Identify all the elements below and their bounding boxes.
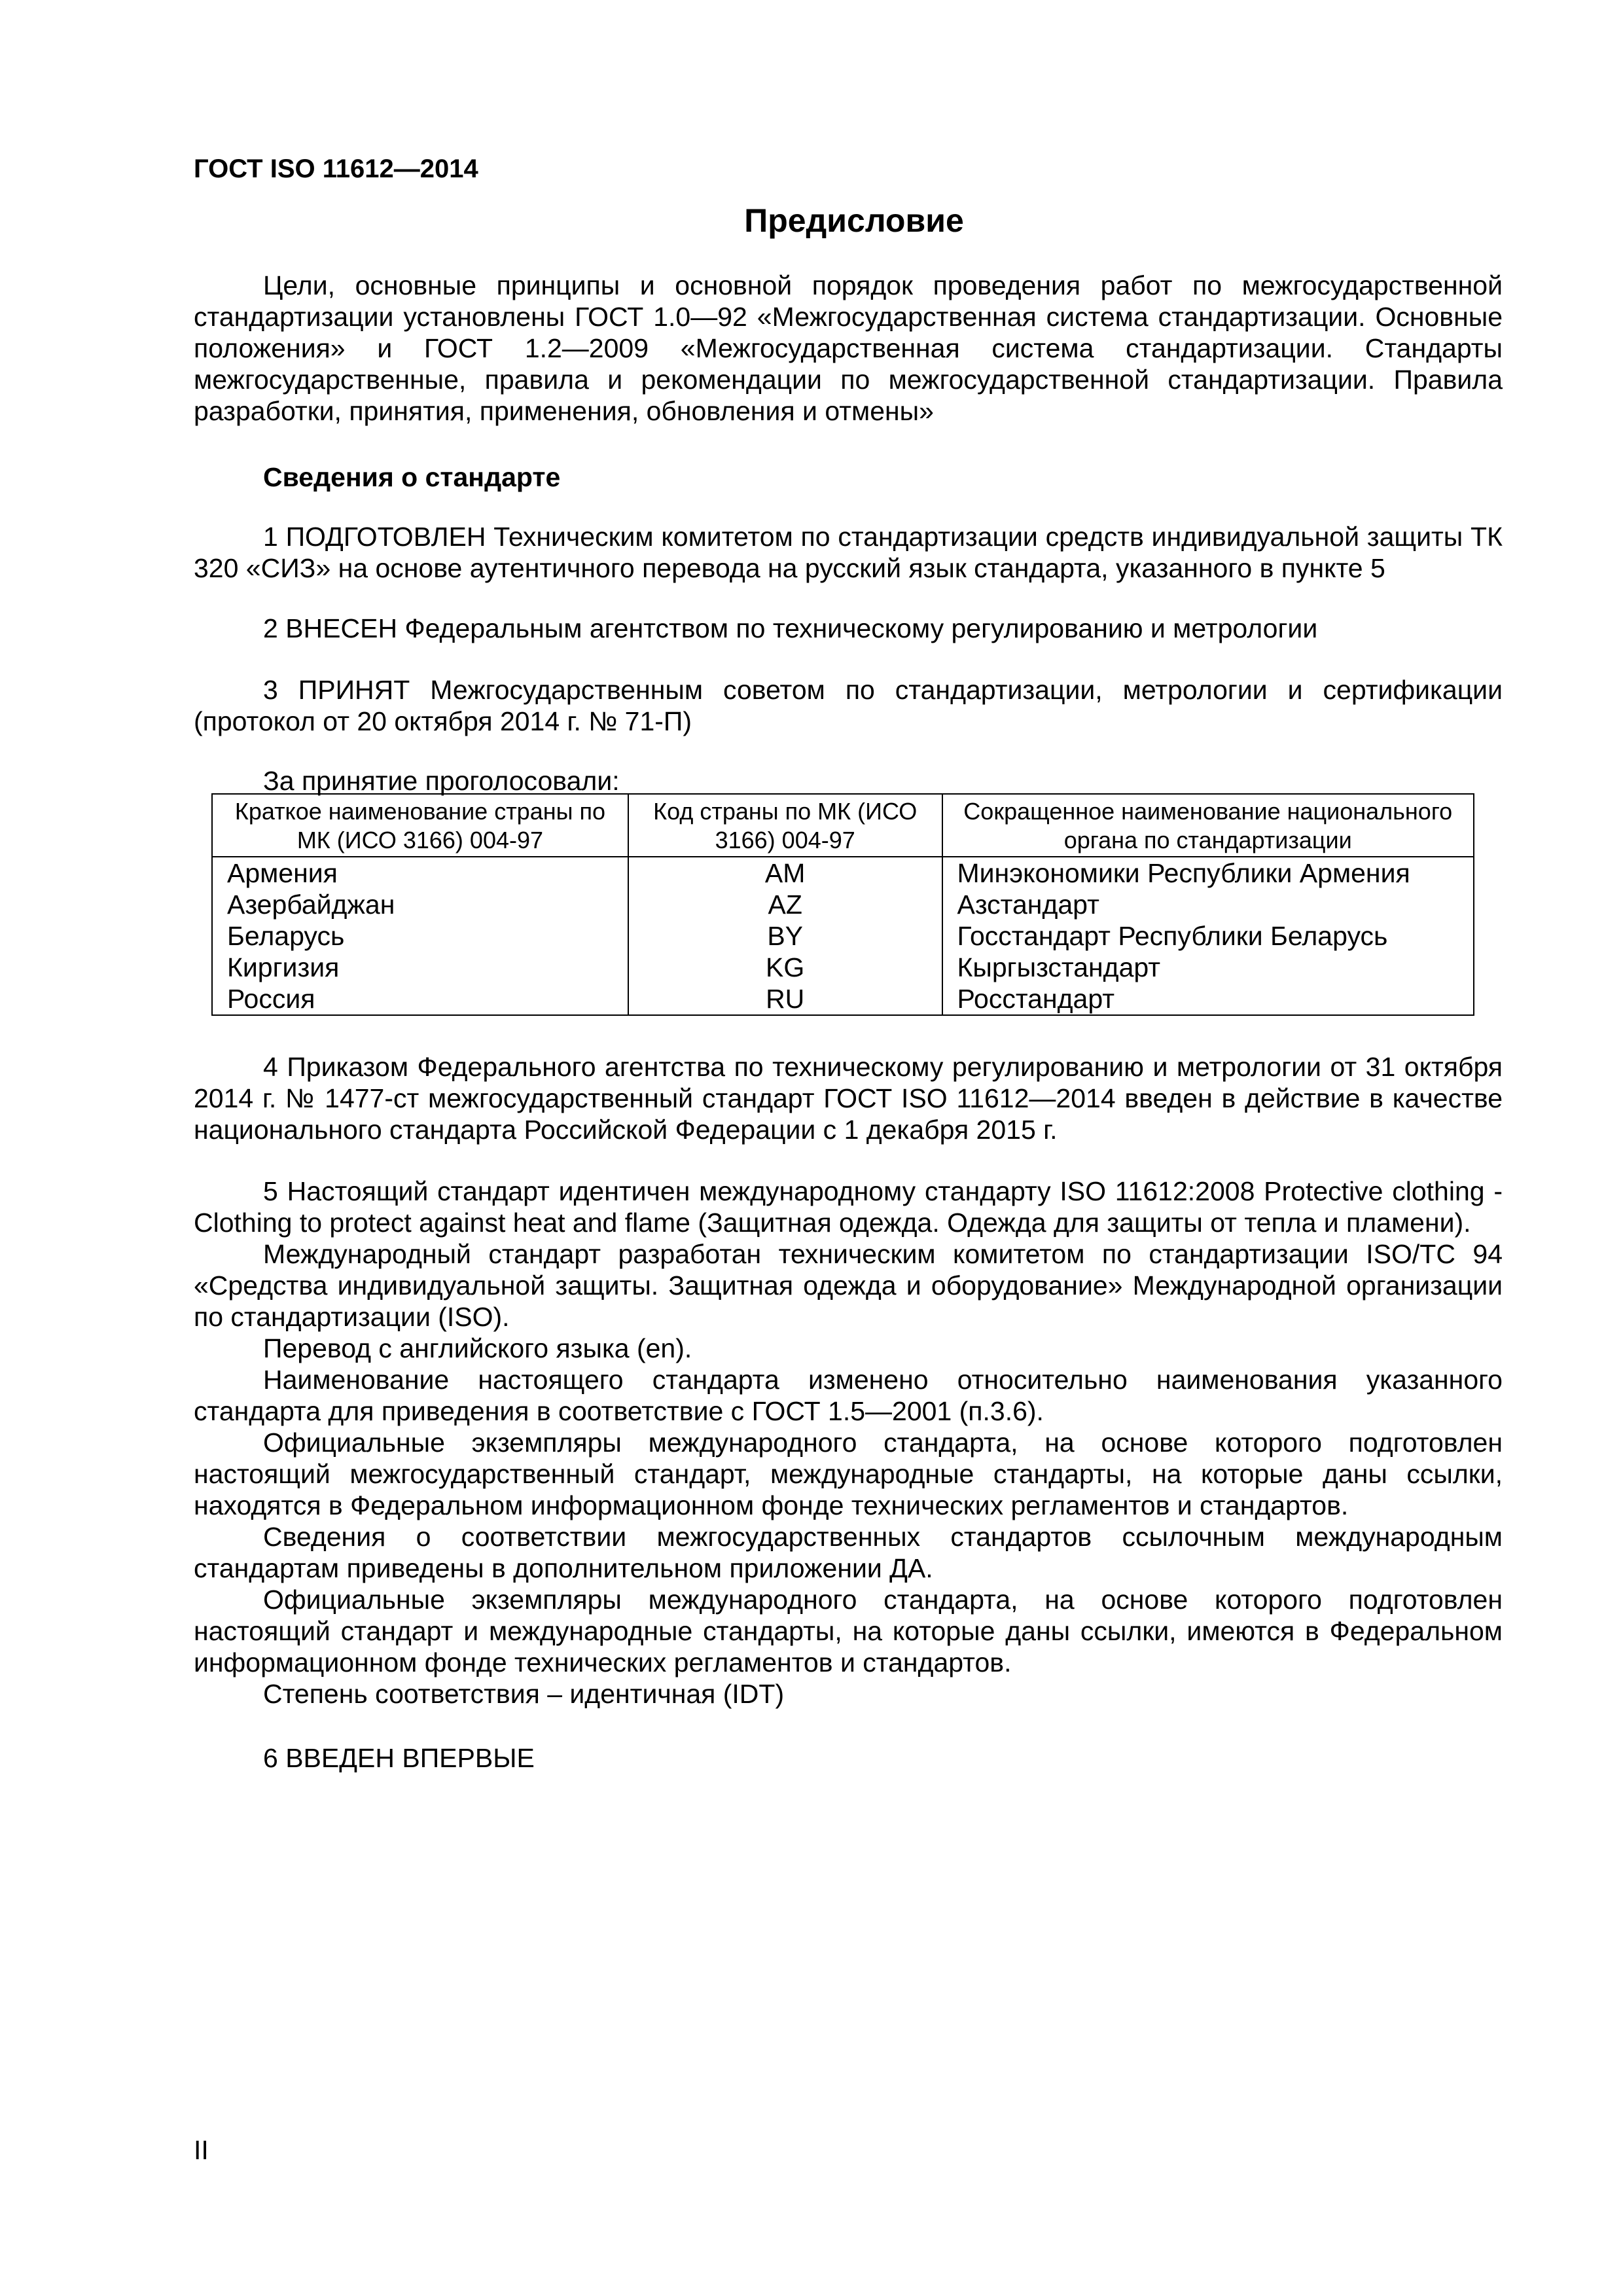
table-cell-code: AM xyxy=(628,857,942,889)
document-code: ГОСТ ISO 11612—2014 xyxy=(194,154,478,183)
table-header-body: Сокращенное наименование национального органа по стандартизации xyxy=(942,794,1474,857)
table-cell-country: Беларусь xyxy=(212,920,628,952)
table-header-row xyxy=(212,794,1474,857)
item-5-translation-paragraph: Перевод с английского языка (en). xyxy=(263,1333,692,1363)
table-cell-body: Росстандарт xyxy=(942,983,1474,1015)
item-5-paragraph: 5 Настоящий стандарт идентичен международному стандарту ISO 11612:2008 Protective clothing - Clothing to protect against heat and flame (Защитная одежда. Одежда для защиты от тепла и пламени). xyxy=(194,1176,1503,1238)
item-5-correspondence-paragraph: Сведения о соответствии межгосударственных стандартов ссылочным международным стандартам приведены в дополнительном приложении ДА. xyxy=(194,1522,1503,1583)
item-4-paragraph: 4 Приказом Федерального агентства по техническому регулированию и метрологии от 31 октября 2014 г. № 1477-ст межгосударственный стандарт ГОСТ ISO 11612—2014 введен в действие в качестве национального стандарта Российской Федерации с 1 декабря 2015 г. xyxy=(194,1052,1503,1145)
item-3-paragraph: 3 ПРИНЯТ Межгосударственным советом по стандартизации, метрологии и сертификации (протокол от 20 октября 2014 г. № 71-П) xyxy=(194,675,1503,736)
table-cell-code: BY xyxy=(628,920,942,952)
table-cell-country: Армения xyxy=(212,857,628,889)
item-5-copies-paragraph: Официальные экземпляры международного стандарта, на основе которого подготовлен настоящий межгосударственный стандарт, международные стандарты, на которые даны ссылки, находятся в Федеральном информационном фонде технических регламентов и стандартов. xyxy=(194,1427,1503,1520)
table-row xyxy=(212,983,1474,1015)
table-cell-country: Киргизия xyxy=(212,952,628,983)
member-countries-table xyxy=(211,793,1474,1016)
item-5-tc-paragraph: Международный стандарт разработан техническим комитетом по стандартизации ISO/TC 94 «Средства индивидуальной защиты. Защитная одежда и оборудование» Международной организации по стандартизации (ISO). xyxy=(194,1239,1503,1332)
vote-label: За принятие проголосовали: xyxy=(263,766,620,796)
table-row xyxy=(212,920,1474,952)
table-row xyxy=(212,952,1474,983)
item-5-name-change-paragraph: Наименование настоящего стандарта изменено относительно наименования указанного стандарта для приведения в соответствие с ГОСТ 1.5—2001 (п.3.6). xyxy=(194,1365,1503,1426)
table-header-code: Код страны по МК (ИСО 3166) 004-97 xyxy=(628,794,942,857)
table-row xyxy=(212,857,1474,889)
table-cell-code: RU xyxy=(628,983,942,1015)
table-cell-body: Госстандарт Республики Беларусь xyxy=(942,920,1474,952)
item-2-paragraph: 2 ВНЕСЕН Федеральным агентством по техническому регулированию и метрологии xyxy=(263,613,1318,643)
table-header-country: Краткое наименование страны по МК (ИСО 3166) 004-97 xyxy=(212,794,628,857)
table-cell-country: Россия xyxy=(212,983,628,1015)
table-cell-body: Минэкономики Республики Армения xyxy=(942,857,1474,889)
page-number: II xyxy=(194,2135,209,2165)
table-cell-body: Кыргызстандарт xyxy=(942,952,1474,983)
table-row xyxy=(212,889,1474,920)
page-title: Предисловие xyxy=(744,202,964,239)
table-cell-code: KG xyxy=(628,952,942,983)
item-5-intl-copies-paragraph: Официальные экземпляры международного стандарта, на основе которого подготовлен настоящий стандарт и международные стандарты, на которые даны ссылки, имеются в Федеральном информационном фонде технических регламентов и стандартов. xyxy=(194,1585,1503,1677)
intro-paragraph: Цели, основные принципы и основной порядок проведения работ по межгосударственной стандартизации установлены ГОСТ 1.0—92 «Межгосударственная система стандартизации. Основные положения» и ГОСТ 1.2—2009 «Межгосударственная система стандартизации. Стандарты межгосударственные, правила и рекомендации по межгосударственной стандартизации. Правила разработки, принятия, применения, обновления и отмены» xyxy=(194,270,1503,426)
table-cell-body: Азстандарт xyxy=(942,889,1474,920)
item-1-paragraph: 1 ПОДГОТОВЛЕН Техническим комитетом по стандартизации средств индивидуальной защиты ТК 320 «СИЗ» на основе аутентичного перевода на русский язык стандарта, указанного в пункте 5 xyxy=(194,522,1503,583)
info-heading: Сведения о стандарте xyxy=(263,462,561,492)
item-6-paragraph: 6 ВВЕДЕН ВПЕРВЫЕ xyxy=(263,1743,535,1773)
table-cell-code: AZ xyxy=(628,889,942,920)
table-cell-country: Азербайджан xyxy=(212,889,628,920)
item-5-degree-paragraph: Степень соответствия – идентичная (IDT) xyxy=(263,1679,785,1709)
